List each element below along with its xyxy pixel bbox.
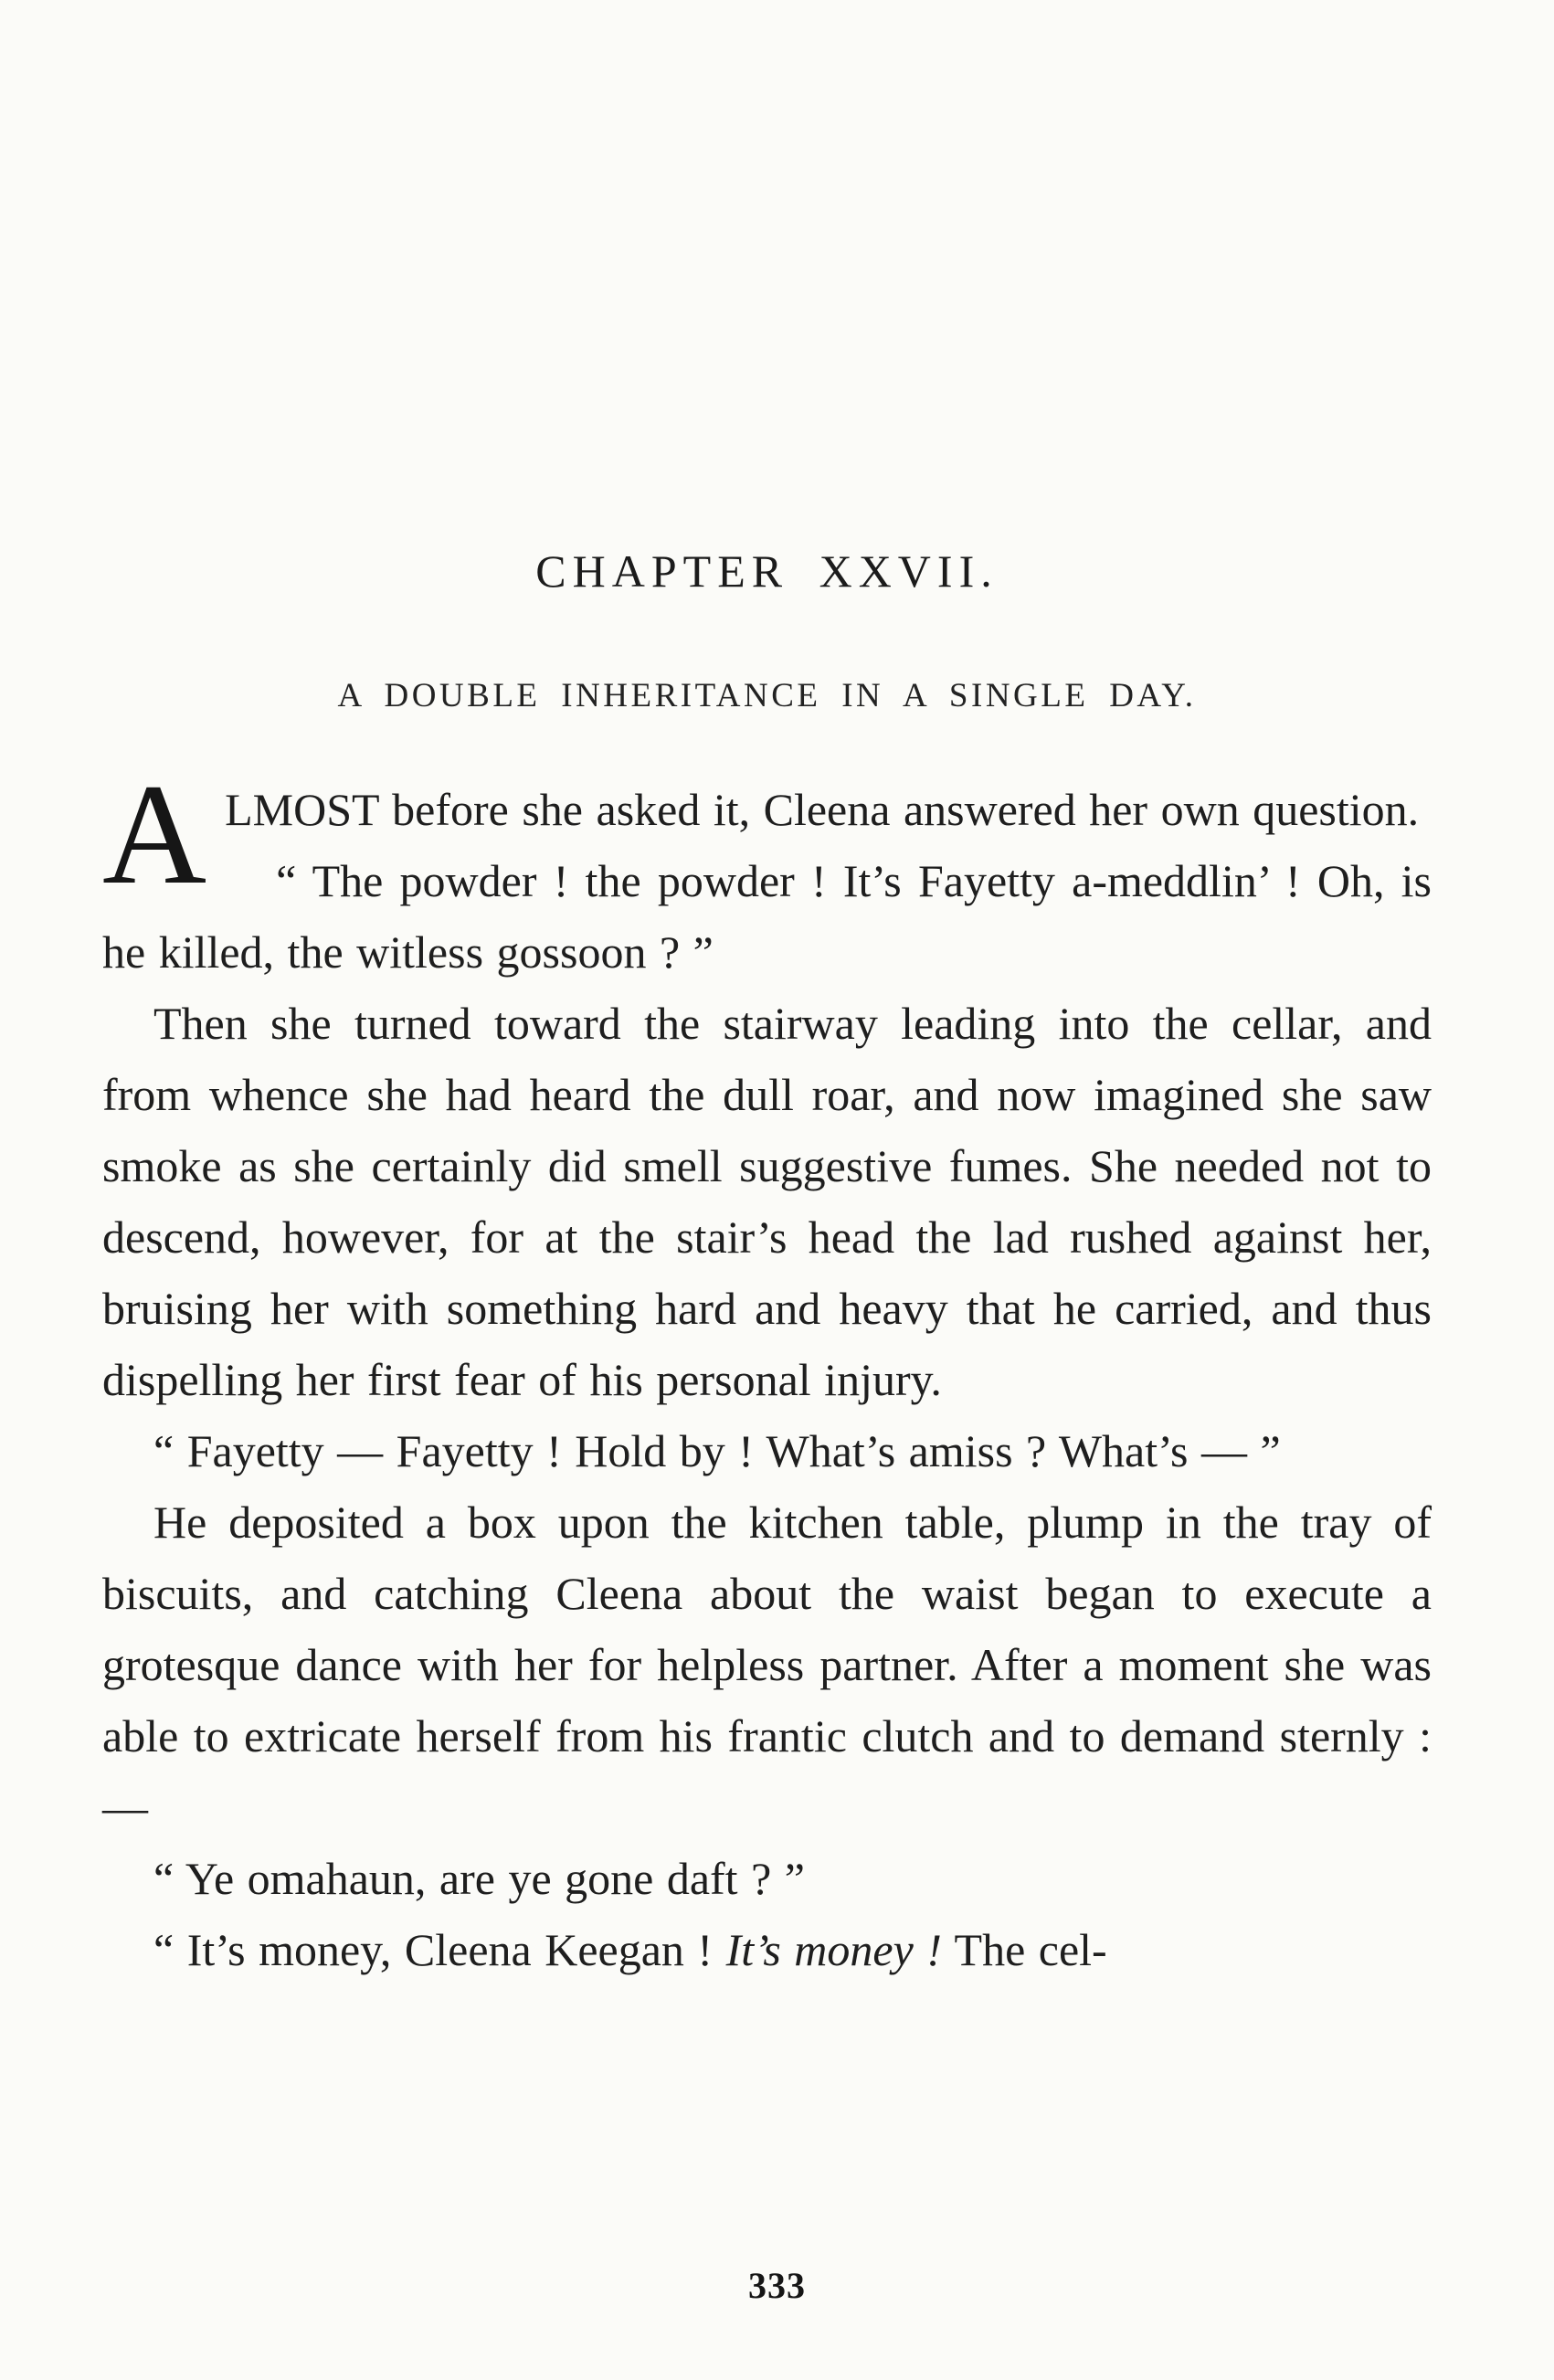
paragraph-box-dance: He deposited a box upon the kitchen table, plump in the tray of biscuits, and catching Cleena about the waist began to execute a grotesque dance with her for helpless partner. After a moment she was able to extricate herself from his frantic clutch and to demand sternly : — xyxy=(102,1497,1432,1833)
chapter-heading: CHAPTER XXVII. xyxy=(535,545,999,597)
body-text xyxy=(102,755,1432,1985)
paragraph-opening-text: LMOST before she asked it, Cleena answered her own question. xyxy=(225,784,1420,835)
chapter-subtitle: A DOUBLE INHERITANCE IN A SINGLE DAY. xyxy=(337,677,1197,714)
paragraph-dialogue-omahaun: “ Ye omahaun, are ye gone daft ? ” xyxy=(153,1853,805,1904)
paragraph-dialogue-powder: “ The powder ! the powder ! It’s Fayetty a-meddlin’ ! Oh, is he killed, the witless gossoon ? ” xyxy=(102,855,1432,978)
paragraph-opening xyxy=(102,755,1432,915)
paragraph-final xyxy=(102,1914,1432,1985)
paragraph-dialogue-fayetty: “ Fayetty — Fayetty ! Hold by ! What’s amiss ? What’s — ” xyxy=(153,1425,1281,1476)
final-paragraph-pre: “ It’s money, Cleena Keegan ! xyxy=(153,1924,726,1975)
final-paragraph-italic: It’s money ! xyxy=(725,1924,942,1975)
paragraph-stairway: Then she turned toward the stairway leading into the cellar, and from whence she had heard the dull roar, and now imagined she saw smoke as she certainly did smell suggestive fumes. She needed not to descend, however, for at the stair’s head the lad rushed against her, bruising her with something hard and heavy that he carried, and thus dispelling her first fear of his personal injury. xyxy=(102,998,1432,1405)
page-number: 333 xyxy=(748,2265,806,2306)
drop-cap: A xyxy=(102,755,207,915)
final-paragraph-post: The cel- xyxy=(941,1924,1107,1975)
